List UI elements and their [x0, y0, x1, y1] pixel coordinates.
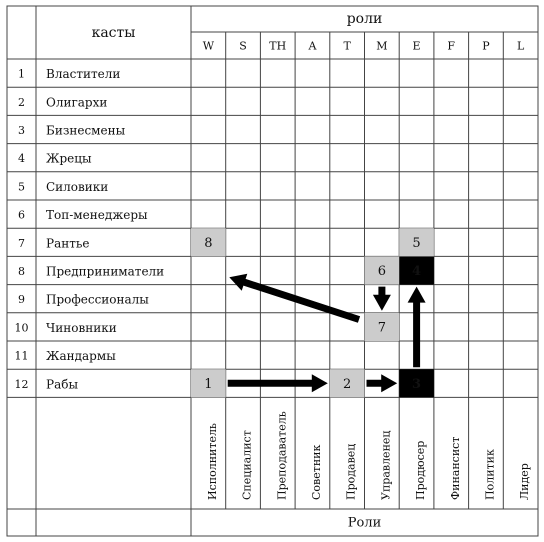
row-number-12: 12	[14, 377, 29, 391]
step-number-5: 5	[412, 235, 421, 251]
role-name-4: Советник	[309, 444, 323, 500]
role-code-th: TH	[269, 39, 287, 53]
row-number-10: 10	[14, 321, 29, 335]
caste-label-5: Силовики	[46, 179, 109, 194]
caste-label-3: Бизнесмены	[46, 123, 126, 138]
row-number-7: 7	[18, 236, 25, 250]
caste-label-8: Предприниматели	[46, 264, 165, 279]
step-number-7: 7	[377, 320, 386, 336]
castes-header: касты	[91, 25, 136, 41]
row-number-4: 4	[18, 152, 25, 166]
row-number-8: 8	[18, 265, 25, 278]
caste-label-4: Жрецы	[46, 151, 92, 166]
caste-label-12: Рабы	[46, 377, 79, 392]
caste-label-9: Профессионалы	[46, 292, 149, 307]
caste-label-10: Чиновники	[46, 320, 117, 335]
caste-label-1: Властители	[46, 67, 121, 82]
step-number-4: 4	[412, 264, 422, 279]
roles-header: роли	[346, 11, 383, 27]
caste-label-2: Олигархи	[46, 95, 108, 110]
step-number-6: 6	[377, 264, 386, 279]
step-number-2: 2	[343, 376, 352, 392]
role-name-3: Преподаватель	[275, 411, 289, 500]
role-name-1: Исполнитель	[205, 423, 219, 500]
role-code-m: M	[376, 39, 388, 53]
caste-label-6: Топ-менеджеры	[46, 208, 148, 223]
arrow-3	[408, 287, 426, 368]
role-code-t: T	[343, 39, 351, 53]
row-number-11: 11	[14, 349, 29, 363]
row-number-1: 1	[18, 67, 25, 81]
row-number-9: 9	[18, 293, 25, 307]
role-name-8: Финансист	[448, 436, 462, 500]
role-name-9: Политик	[483, 449, 497, 500]
step-number-8: 8	[204, 235, 213, 251]
role-code-a: A	[308, 39, 317, 53]
role-name-6: Управленец	[379, 430, 393, 500]
row-number-3: 3	[18, 124, 25, 137]
role-code-l: L	[516, 39, 525, 53]
row-number-6: 6	[18, 208, 25, 222]
role-code-s: S	[239, 39, 247, 53]
step-number-3: 3	[412, 376, 422, 392]
role-code-e: E	[412, 39, 421, 53]
caste-label-11: Жандармы	[46, 349, 116, 364]
role-code-w: W	[202, 39, 215, 53]
arrow-1	[228, 374, 328, 392]
role-name-10: Лидер	[518, 463, 532, 500]
roles-footer: Роли	[347, 515, 382, 531]
row-number-2: 2	[18, 95, 25, 109]
role-name-5: Продавец	[344, 443, 358, 500]
role-code-f: F	[447, 39, 456, 53]
role-name-7: Продюсер	[414, 440, 428, 500]
caste-label-7: Рантье	[46, 236, 90, 251]
arrow-2	[367, 374, 398, 392]
role-code-p: P	[482, 39, 490, 53]
role-name-2: Специалист	[240, 430, 254, 500]
row-number-5: 5	[18, 180, 25, 194]
grid-labels	[15, 11, 532, 531]
step-number-1: 1	[204, 376, 213, 392]
arrow-4	[373, 287, 391, 311]
